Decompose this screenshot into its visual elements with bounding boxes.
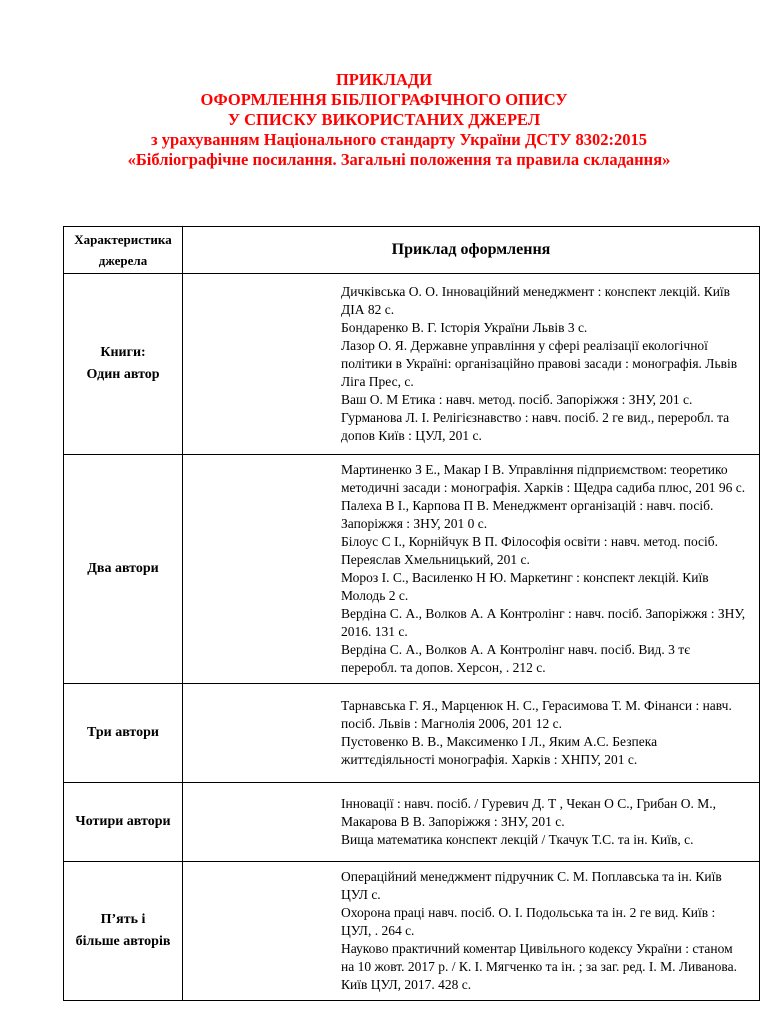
header-example: Приклад оформлення	[183, 227, 760, 274]
bib-entry: Вердіна С. А., Волков А. А Контролінг : навч. посіб. Запоріжжя : ЗНУ, 2016. 131 с.	[341, 606, 746, 639]
category-label: Два автори	[87, 561, 159, 576]
bib-entry: Тарнавська Г. Я., Марценюк Н. С., Герасимова Т. М. Фінанси : навч. посіб. Львів : Магнолія 2006, 201 12 с.	[341, 698, 732, 731]
table-header	[64, 227, 760, 274]
table-row	[64, 455, 760, 684]
title-line-2: ОФОРМЛЕННЯ БІБЛІОГРАФІЧНОГО ОПИСУ	[200, 90, 568, 109]
examples-cell	[183, 783, 760, 862]
bib-entry: Бондаренко В. Г. Історія України Львів 3 с.	[341, 320, 588, 335]
bib-entry: Палеха В І., Карпова П В. Менеджмент організацій : навч. посіб. Запоріжжя : ЗНУ, 201 0 с.	[341, 498, 714, 531]
category-label: Один автор	[86, 367, 160, 382]
title-line-5: «Бібліографічне посилання. Загальні положення та правила складання»	[127, 150, 671, 169]
examples-cell	[183, 684, 760, 783]
category-label: Чотири автори	[75, 814, 171, 829]
examples-cell	[183, 274, 760, 455]
category-cell	[64, 455, 183, 684]
table-row	[64, 684, 760, 783]
bib-entry: Вища математика конспект лекцій / Ткачук Т.С. та ін. Київ, с.	[341, 832, 694, 847]
category-cell	[64, 274, 183, 455]
title-line-3: У СПИСКУ ВИКОРИСТАНИХ ДЖЕРЕЛ	[227, 110, 541, 129]
bibliography-table	[63, 226, 760, 1001]
examples-cell	[183, 455, 760, 684]
bib-entry: Операційний менеджмент підручник С. М. Поплавська та ін. Київ ЦУЛ с.	[341, 869, 722, 902]
category-cell	[64, 684, 183, 783]
category-label: більше авторів	[75, 934, 171, 949]
bib-entry: Дичківська О. О. Інноваційний менеджмент : конспект лекцій. Київ ДІА 82 с.	[341, 284, 731, 317]
table-row	[64, 862, 760, 1001]
bib-entry: Білоус С І., Корнійчук В П. Філософія освіти : навч. метод. посіб. Переяслав Хмельницький, 201 с.	[341, 534, 719, 567]
bib-entry: Мороз І. С., Василенко Н Ю. Маркетинг : конспект лекцій. Київ Молодь 2 с.	[341, 570, 709, 603]
bib-entry: Лазор О. Я. Державне управління у сфері реалізації екологічної політики в Україні: організаційно правові засади : монографія. Львів Ліга Прес, с.	[341, 338, 738, 389]
bib-entry: Гурманова Л. І. Релігієзнавство : навч. посіб. 2 ге вид., переробл. та допов Київ : ЦУЛ, 201 с.	[341, 410, 730, 443]
bib-entry: Ваш О. М Етика : навч. метод. посіб. Запоріжжя : ЗНУ, 201 с.	[341, 392, 693, 407]
title-line-1: ПРИКЛАДИ	[335, 70, 433, 89]
category-cell	[64, 862, 183, 1001]
table-row	[64, 274, 760, 455]
title-line-4: з урахуванням Національного стандарту України ДСТУ 8302:2015	[151, 130, 647, 149]
bib-entry: Пустовенко В. В., Максименко І Л., Яким А.С. Безпека життєдіяльності монографія. Харків : ХНПУ, 201 с.	[341, 734, 658, 767]
category-cell	[64, 783, 183, 862]
table-row	[64, 783, 760, 862]
bib-entry: Науково практичний коментар Цивільного кодексу України : станом на 10 жовт. 2017 р. / К. І. Мягченко та ін. ; за заг. ред. І. М. Ливанова. Київ ЦУЛ, 2017. 428 с.	[341, 941, 737, 992]
bib-entry: Інновації : навч. посіб. / Гуревич Д. Т , Чекан О С., Грибан О. М., Макарова В В. Запоріжжя : ЗНУ, 201 с.	[341, 796, 717, 829]
category-label: Книги:	[100, 345, 146, 360]
category-label: Три автори	[87, 725, 159, 740]
document-title	[0, 70, 768, 170]
examples-cell	[183, 862, 760, 1001]
category-label: П’ять і	[100, 912, 146, 927]
bib-entry: Вердіна С. А., Волков А. А Контролінг навч. посіб. Вид. 3 тє переробл. та допов. Херсон, . 212 с.	[341, 642, 690, 675]
bib-entry: Охорона праці навч. посіб. О. І. Подольська та ін. 2 ге вид. Київ : ЦУЛ, . 264 с.	[341, 905, 716, 938]
bib-entry: Мартиненко З Е., Макар І В. Управління підприємством: теоретико методичні засади : монографія. Харків : Щедра садиба плюс, 201 96 с.	[341, 462, 746, 495]
header-source-type: Характеристика джерела	[64, 227, 183, 274]
